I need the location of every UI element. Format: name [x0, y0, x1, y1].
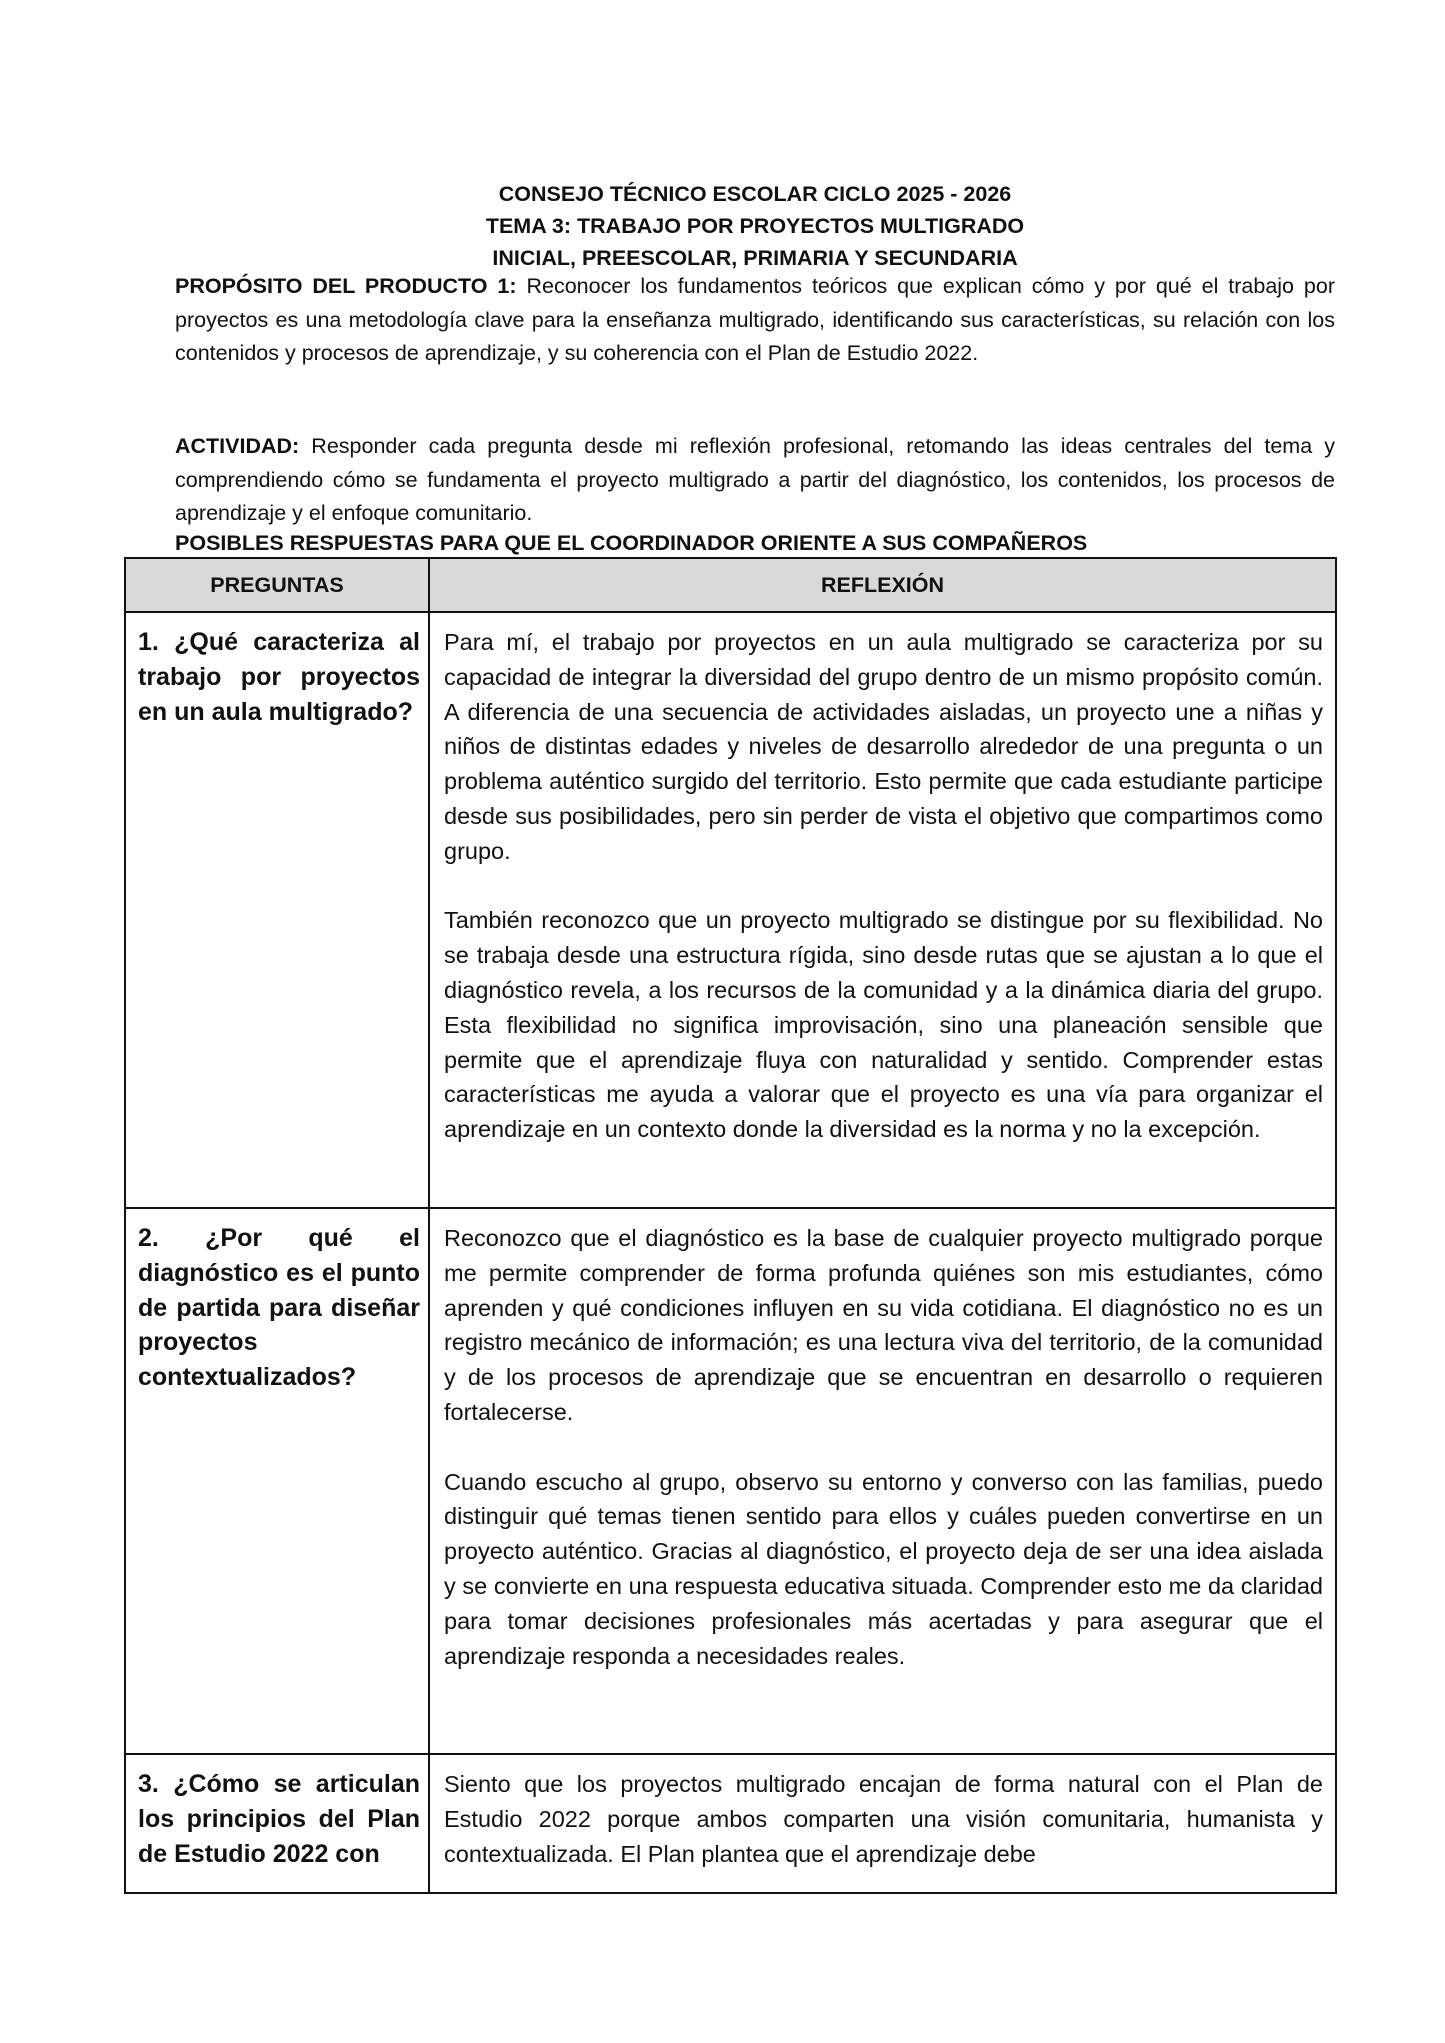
header-line-1: CONSEJO TÉCNICO ESCOLAR CICLO 2025 - 2026 — [498, 182, 1012, 206]
reflection-cell — [429, 1754, 1336, 1893]
reflection-paragraph: Cuando escucho al grupo, observo su entorno y converso con las familias, puedo distinguir qué temas tienen sentido para ellos y cuáles pueden convertirse en un proyecto auténtico. Gracias al diagnóstico, el proyecto deja de ser una idea aislada y se convierte en una respuesta educativa situada. Comprender esto me da claridad para tomar decisiones profesionales más acertadas y para asegurar que el aprendizaje responda a necesidades reales. — [444, 1468, 1323, 1669]
activity-label: ACTIVIDAD: — [175, 434, 300, 458]
question-cell: 1. ¿Qué caracteriza al trabajo por proyectos en un aula multigrado? — [125, 612, 429, 1208]
table-row — [125, 612, 1336, 1208]
question-cell — [125, 1754, 429, 1893]
reflection-cell — [429, 1208, 1336, 1754]
reflection-paragraph: Para mí, el trabajo por proyectos en un aula multigrado se caracteriza por su capacidad de integrar la diversidad del grupo dentro de un mismo propósito común. A diferencia de una secuencia de actividades aisladas, un proyecto une a niñas y niños de distintas edades y niveles de desarrollo alrededor de una pregunta o un problema auténtico surgido del territorio. Esto permite que cada estudiante participe desde sus posibilidades, pero sin perder de vista el objetivo que compartimos como grupo. — [444, 629, 1323, 864]
document-header — [170, 178, 1340, 274]
activity-text: Responder cada pregunta desde mi reflexión profesional, retomando las ideas centrales del tema y comprendiendo cómo se fundamenta el proyecto multigrado a partir del diagnóstico, los contenidos, los procesos de aprendizaje y el enfoque comunitario. — [175, 434, 1335, 525]
header-line-3: INICIAL, PREESCOLAR, PRIMARIA Y SECUNDARIA — [492, 246, 1018, 270]
table-row — [125, 1754, 1336, 1893]
reflection-paragraph: Siento que los proyectos multigrado encajan de forma natural con el Plan de Estudio 2022 porque ambos comparten una visión comunitaria, humanista y contextualizada. El Plan plantea que el aprendizaje debe — [444, 1771, 1323, 1867]
question-cell: 2. ¿Por qué el diagnóstico es el punto de partida para diseñar proyectos contextualizados? — [125, 1208, 429, 1754]
header-line-2: TEMA 3: TRABAJO POR PROYECTOS MULTIGRADO — [485, 214, 1025, 238]
reflection-paragraph: También reconozco que un proyecto multigrado se distingue por su flexibilidad. No se trabaja desde una estructura rígida, sino desde rutas que se ajustan a lo que el diagnóstico revela, a los recursos de la comunidad y a la dinámica diaria del grupo. Esta flexibilidad no significa improvisación, sino una planeación sensible que permite que el aprendizaje fluya con naturalidad y sentido. Comprender estas características me ayuda a valorar que el proyecto es una vía para organizar el aprendizaje en un contexto donde la diversidad es la norma y no la excepción. — [444, 907, 1323, 1143]
purpose-text: Reconocer los fundamentos teóricos que explican cómo y por qué el trabajo por proyectos es una metodología clave para la enseñanza multigrado, identificando sus características, su relación con los contenidos y procesos de aprendizaje, y su coherencia con el Plan de Estudio 2022. — [175, 274, 1335, 365]
activity-paragraph — [175, 430, 1335, 531]
reflection-cell — [429, 612, 1336, 1208]
question-text: 3. ¿Cómo se articulan los principios del Plan de Estudio 2022 con — [138, 1770, 420, 1868]
table-row — [125, 1208, 1336, 1754]
column-header-questions: PREGUNTAS — [125, 558, 429, 612]
column-header-reflection: REFLEXIÓN — [429, 558, 1336, 612]
purpose-label: PROPÓSITO DEL PRODUCTO 1: — [175, 274, 517, 298]
questions-table — [124, 557, 1337, 1894]
reflection-paragraph: Reconozco que el diagnóstico es la base de cualquier proyecto multigrado porque me permite comprender de forma profunda quiénes son mis estudiantes, cómo aprenden y qué condiciones influyen en su vida cotidiana. El diagnóstico no es un registro mecánico de información; es una lectura viva del territorio, de la comunidad y de los procesos de aprendizaje que se encuentran en desarrollo o requieren fortalecerse. — [444, 1225, 1323, 1425]
purpose-paragraph — [175, 270, 1335, 371]
table-header-row — [125, 558, 1336, 612]
possible-answers-heading: POSIBLES RESPUESTAS PARA QUE EL COORDINADOR ORIENTE A SUS COMPAÑEROS — [175, 531, 1088, 555]
